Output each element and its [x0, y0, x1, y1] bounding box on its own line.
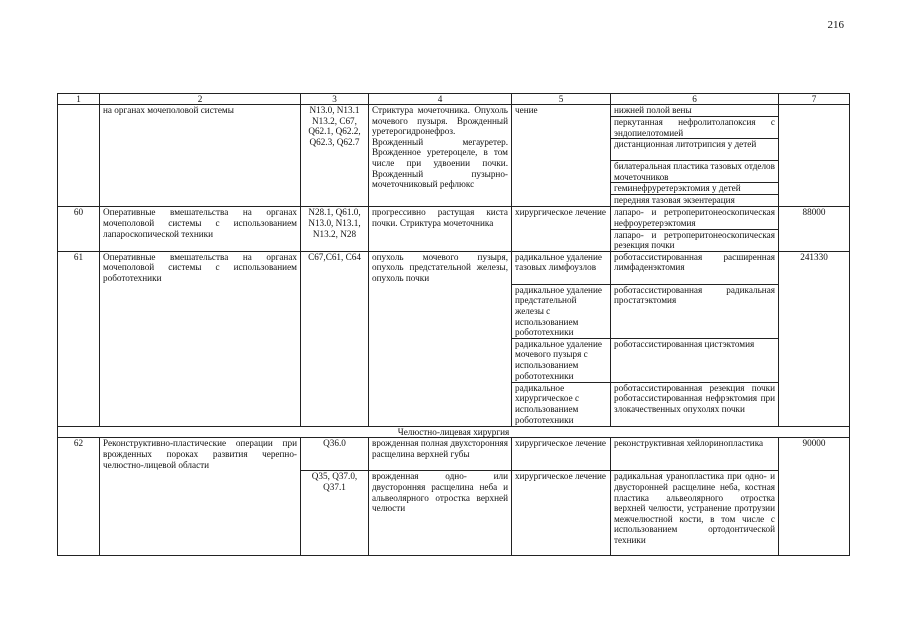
method-cell: нижней полой вены [611, 105, 779, 117]
method-cell: роботассистированная цистэктомия [611, 338, 779, 382]
cost-cell: 241330 [779, 251, 850, 426]
page-number: 216 [827, 19, 844, 31]
icd-codes-cell: N13.0, N13.1 N13.2, C67, Q62.1, Q62.2, Q62.3, Q62.7 [301, 105, 369, 207]
table-row [58, 207, 850, 229]
treatment-kind-cell: радикальное удаление тазовых лимфоузлов [512, 251, 611, 284]
header-cell: 7 [779, 94, 850, 105]
patient-model-cell: прогрессивно растущая киста почки. Стриктура мочеточника [369, 207, 512, 251]
table-row [58, 105, 850, 117]
treatment-kind-cell: хирургическое лечение [512, 207, 611, 251]
method-cell: роботассистированная резекция почки роботассистированная нефрэктомия при злокачественных опухолях почки [611, 382, 779, 426]
patient-model-cell: врожденная полная двухсторонняя расщелина верхней губы [369, 438, 512, 471]
method-cell: реконструктивная хейлоринопластика [611, 438, 779, 471]
method-cell: билатеральная пластика тазовых отделов мочеточников [611, 161, 779, 183]
patient-model-cell: врожденная одно- или двусторонняя расщелина неба и альвеолярного отростка верхней челюсти [369, 471, 512, 556]
treatment-kind-cell: чение [512, 105, 611, 207]
row-number-cell: 60 [58, 207, 100, 251]
table-row [58, 251, 850, 284]
method-cell: лапаро- и ретроперитонеоскопическая резекция почки [611, 229, 779, 251]
treatment-kind-cell: радикальное удаление предстательной железы с использованием робототехники [512, 284, 611, 338]
method-cell: радикальная уранопластика при одно- и двусторонней расщелине неба, костная пластика альвеолярного отростка верхней челюсти, устранение протрузии межчелюстной кости, в том числе с использованием ортодонтической техники [611, 471, 779, 556]
icd-codes-cell: Q36.0 [301, 438, 369, 471]
row-number-cell: 61 [58, 251, 100, 426]
header-cell: 2 [100, 94, 301, 105]
header-cell: 5 [512, 94, 611, 105]
cost-cell: 88000 [779, 207, 850, 251]
header-cell: 3 [301, 94, 369, 105]
group-name-cell: на органах мочеполовой системы [100, 105, 301, 207]
group-name-cell: Оперативные вмешательства на органах мочеполовой системы с использованием робототехники [100, 251, 301, 426]
method-cell: роботассистированная расширенная лимфаденэктомия [611, 251, 779, 284]
section-row [58, 426, 850, 438]
treatment-kind-cell: хирургическое лечение [512, 471, 611, 556]
icd-codes-cell: C67,C61, C64 [301, 251, 369, 426]
treatment-kind-cell: радикальное хирургическое с использованием робототехники [512, 382, 611, 426]
cost-cell: 90000 [779, 438, 850, 556]
method-cell: роботассистированная радикальная простатэктомия [611, 284, 779, 338]
cost-cell [779, 105, 850, 207]
header-row [58, 94, 850, 105]
method-cell: геминефруретерэктомия у детей [611, 183, 779, 195]
treatment-kind-cell: радикальное удаление мочевого пузыря с использованием робототехники [512, 338, 611, 382]
method-cell: передняя тазовая экзентерация [611, 195, 779, 207]
header-cell: 6 [611, 94, 779, 105]
treatment-kind-cell: хирургическое лечение [512, 438, 611, 471]
row-number-cell [58, 105, 100, 207]
row-number-cell: 62 [58, 438, 100, 556]
method-cell: лапаро- и ретроперитонеоскопическая нефроуретерэктомия [611, 207, 779, 229]
patient-model-cell: опухоль мочевого пузыря, опухоль предстательной железы, опухоль почки [369, 251, 512, 426]
icd-codes-cell: Q35, Q37.0, Q37.1 [301, 471, 369, 556]
header-cell: 4 [369, 94, 512, 105]
group-name-cell: Оперативные вмешательства на органах мочеполовой системы с использованием лапароскопической техники [100, 207, 301, 251]
header-cell: 1 [58, 94, 100, 105]
group-name-cell: Реконструктивно-пластические операции при врожденных пороках развития черепно-челюстно-лицевой области [100, 438, 301, 556]
method-cell: перкутанная нефролитолапоксия с эндопиелотомией [611, 117, 779, 139]
medical-procedures-table [57, 93, 850, 556]
table-row [58, 438, 850, 471]
method-cell: дистанционная литотрипсия у детей [611, 139, 779, 161]
section-title: Челюстно-лицевая хирургия [58, 426, 850, 438]
patient-model-cell: Стриктура мочеточника. Опухоль мочевого пузыря. Врожденный уретерогидронефроз. Врожденный мегауретер. Врожденное уретероцеле, в том числе при удвоении почки. Врожденный пузырно-мочеточниковый рефлюкс [369, 105, 512, 207]
icd-codes-cell: N28.1, Q61.0, N13.0, N13.1, N13.2, N28 [301, 207, 369, 251]
